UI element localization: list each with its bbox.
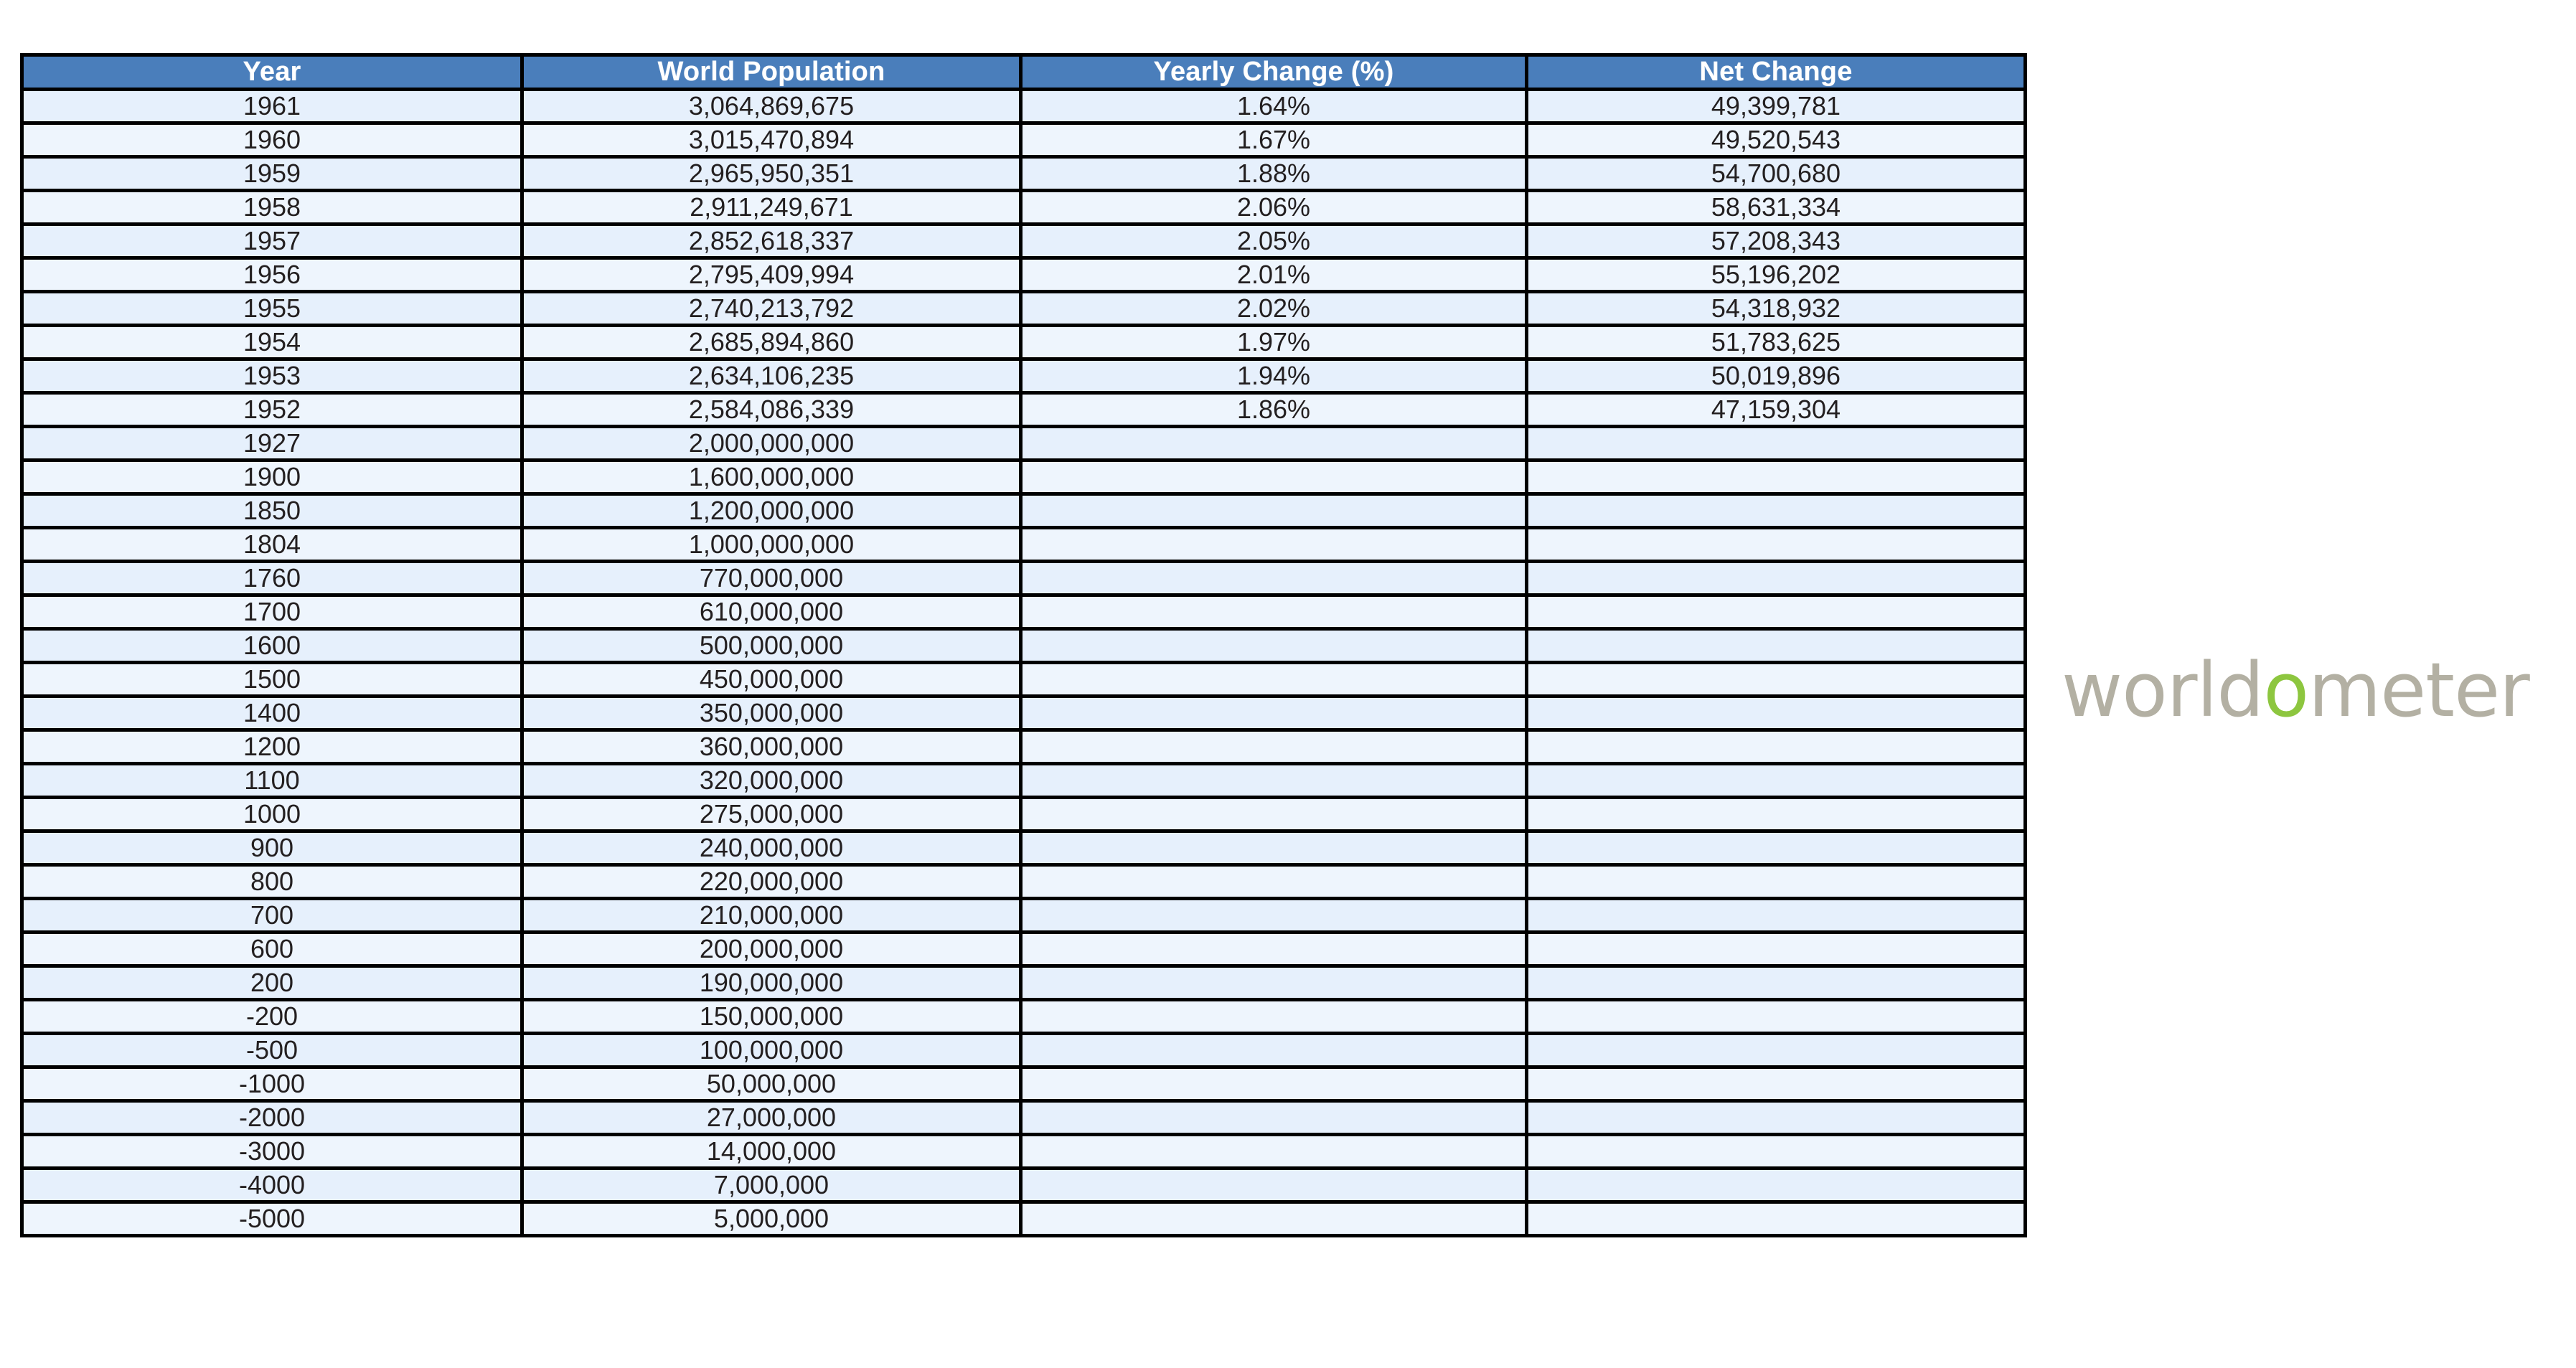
cell-year: 1953 — [22, 359, 522, 393]
cell-year: 1500 — [22, 663, 522, 697]
cell-yearly-change: 1.88% — [1021, 157, 1527, 191]
cell-net-change: 58,631,334 — [1527, 191, 2026, 225]
cell-net-change: 54,318,932 — [1527, 292, 2026, 326]
cell-world-population: 7,000,000 — [522, 1169, 1021, 1202]
table-row — [22, 1034, 2026, 1067]
cell-net-change — [1527, 562, 2026, 595]
cell-yearly-change: 1.64% — [1021, 90, 1527, 123]
cell-yearly-change — [1021, 1202, 1527, 1236]
cell-net-change: 57,208,343 — [1527, 225, 2026, 258]
cell-world-population: 360,000,000 — [522, 730, 1021, 764]
cell-net-change — [1527, 831, 2026, 865]
cell-yearly-change — [1021, 1101, 1527, 1135]
world-population-table-container — [20, 53, 2023, 1237]
table-row — [22, 90, 2026, 123]
cell-yearly-change: 2.01% — [1021, 258, 1527, 292]
table-row — [22, 663, 2026, 697]
table-row — [22, 865, 2026, 899]
logo-text-w: w — [2062, 646, 2123, 734]
logo-text-orld: orld — [2122, 646, 2264, 734]
cell-world-population: 27,000,000 — [522, 1101, 1021, 1135]
cell-net-change: 54,700,680 — [1527, 157, 2026, 191]
table-row — [22, 1067, 2026, 1101]
cell-world-population: 190,000,000 — [522, 966, 1021, 1000]
cell-year: 1954 — [22, 326, 522, 359]
table-row — [22, 1169, 2026, 1202]
cell-net-change — [1527, 494, 2026, 528]
cell-net-change — [1527, 1169, 2026, 1202]
cell-world-population: 2,000,000,000 — [522, 427, 1021, 461]
cell-world-population: 5,000,000 — [522, 1202, 1021, 1236]
cell-year: 1000 — [22, 798, 522, 831]
table-row — [22, 966, 2026, 1000]
cell-yearly-change — [1021, 1067, 1527, 1101]
cell-yearly-change — [1021, 1169, 1527, 1202]
cell-world-population: 14,000,000 — [522, 1135, 1021, 1169]
cell-world-population: 200,000,000 — [522, 933, 1021, 966]
cell-yearly-change: 1.97% — [1021, 326, 1527, 359]
cell-net-change — [1527, 1000, 2026, 1034]
cell-world-population: 210,000,000 — [522, 899, 1021, 933]
column-header-yearly-change[interactable]: Yearly Change (%) — [1021, 55, 1527, 90]
cell-world-population: 2,740,213,792 — [522, 292, 1021, 326]
cell-yearly-change — [1021, 461, 1527, 494]
cell-net-change — [1527, 663, 2026, 697]
table-row — [22, 225, 2026, 258]
cell-year: -200 — [22, 1000, 522, 1034]
table-row — [22, 730, 2026, 764]
cell-year: 1960 — [22, 123, 522, 157]
cell-yearly-change: 1.94% — [1021, 359, 1527, 393]
cell-year: -2000 — [22, 1101, 522, 1135]
cell-yearly-change — [1021, 1000, 1527, 1034]
table-row — [22, 1135, 2026, 1169]
table-row — [22, 359, 2026, 393]
cell-world-population: 450,000,000 — [522, 663, 1021, 697]
cell-world-population: 50,000,000 — [522, 1067, 1021, 1101]
cell-world-population: 1,200,000,000 — [522, 494, 1021, 528]
cell-yearly-change — [1021, 899, 1527, 933]
cell-year: 1900 — [22, 461, 522, 494]
cell-net-change — [1527, 629, 2026, 663]
table-row — [22, 157, 2026, 191]
table-row — [22, 562, 2026, 595]
cell-net-change — [1527, 865, 2026, 899]
cell-yearly-change: 1.86% — [1021, 393, 1527, 427]
cell-net-change: 49,520,543 — [1527, 123, 2026, 157]
cell-year: 1956 — [22, 258, 522, 292]
cell-world-population: 240,000,000 — [522, 831, 1021, 865]
table-row — [22, 1101, 2026, 1135]
column-header-year[interactable]: Year — [22, 55, 522, 90]
cell-yearly-change — [1021, 1135, 1527, 1169]
table-body — [22, 90, 2026, 1236]
cell-net-change — [1527, 528, 2026, 562]
cell-world-population: 150,000,000 — [522, 1000, 1021, 1034]
table-row — [22, 494, 2026, 528]
cell-yearly-change: 2.02% — [1021, 292, 1527, 326]
cell-world-population: 350,000,000 — [522, 697, 1021, 730]
cell-net-change — [1527, 1034, 2026, 1067]
table-header-row — [22, 55, 2026, 90]
table-row — [22, 427, 2026, 461]
cell-year: 1961 — [22, 90, 522, 123]
column-header-net-change[interactable]: Net Change — [1527, 55, 2026, 90]
cell-world-population: 1,000,000,000 — [522, 528, 1021, 562]
cell-year: -4000 — [22, 1169, 522, 1202]
cell-net-change — [1527, 427, 2026, 461]
cell-year: 1100 — [22, 764, 522, 798]
table-row — [22, 899, 2026, 933]
cell-net-change — [1527, 595, 2026, 629]
cell-yearly-change — [1021, 730, 1527, 764]
table-row — [22, 258, 2026, 292]
world-population-table — [20, 53, 2027, 1237]
cell-year: 800 — [22, 865, 522, 899]
table-row — [22, 629, 2026, 663]
cell-net-change: 55,196,202 — [1527, 258, 2026, 292]
table-row — [22, 1202, 2026, 1236]
cell-net-change — [1527, 730, 2026, 764]
cell-net-change — [1527, 461, 2026, 494]
cell-year: -500 — [22, 1034, 522, 1067]
cell-net-change — [1527, 933, 2026, 966]
cell-year: 1700 — [22, 595, 522, 629]
cell-net-change — [1527, 1101, 2026, 1135]
table-row — [22, 933, 2026, 966]
cell-world-population: 220,000,000 — [522, 865, 1021, 899]
cell-world-population: 2,911,249,671 — [522, 191, 1021, 225]
table-header — [22, 55, 2026, 90]
cell-yearly-change: 2.05% — [1021, 225, 1527, 258]
cell-net-change: 47,159,304 — [1527, 393, 2026, 427]
cell-yearly-change — [1021, 427, 1527, 461]
table-row — [22, 461, 2026, 494]
cell-year: -5000 — [22, 1202, 522, 1236]
column-header-world-population[interactable]: World Population — [522, 55, 1021, 90]
logo-text-o: o — [2263, 646, 2308, 734]
cell-net-change — [1527, 1202, 2026, 1236]
cell-yearly-change — [1021, 933, 1527, 966]
cell-year: 1952 — [22, 393, 522, 427]
cell-net-change — [1527, 899, 2026, 933]
cell-year: 700 — [22, 899, 522, 933]
cell-yearly-change — [1021, 798, 1527, 831]
cell-yearly-change — [1021, 831, 1527, 865]
cell-year: -1000 — [22, 1067, 522, 1101]
cell-world-population: 500,000,000 — [522, 629, 1021, 663]
cell-year: 600 — [22, 933, 522, 966]
table-row — [22, 292, 2026, 326]
cell-yearly-change — [1021, 1034, 1527, 1067]
cell-yearly-change — [1021, 595, 1527, 629]
cell-year: 1957 — [22, 225, 522, 258]
cell-net-change: 49,399,781 — [1527, 90, 2026, 123]
cell-year: 1958 — [22, 191, 522, 225]
cell-yearly-change — [1021, 663, 1527, 697]
cell-yearly-change: 1.67% — [1021, 123, 1527, 157]
cell-year: 1850 — [22, 494, 522, 528]
cell-year: 1959 — [22, 157, 522, 191]
table-row — [22, 1000, 2026, 1034]
table-row — [22, 798, 2026, 831]
cell-year: 1600 — [22, 629, 522, 663]
table-row — [22, 191, 2026, 225]
cell-net-change — [1527, 1067, 2026, 1101]
cell-year: 1200 — [22, 730, 522, 764]
cell-year: 900 — [22, 831, 522, 865]
table-row — [22, 326, 2026, 359]
cell-yearly-change — [1021, 966, 1527, 1000]
cell-net-change — [1527, 764, 2026, 798]
cell-world-population: 2,852,618,337 — [522, 225, 1021, 258]
cell-world-population: 100,000,000 — [522, 1034, 1021, 1067]
cell-world-population: 275,000,000 — [522, 798, 1021, 831]
cell-world-population: 2,584,086,339 — [522, 393, 1021, 427]
cell-year: 1400 — [22, 697, 522, 730]
table-row — [22, 595, 2026, 629]
worldometer-logo[interactable] — [2062, 646, 2529, 734]
cell-year: 200 — [22, 966, 522, 1000]
cell-yearly-change: 2.06% — [1021, 191, 1527, 225]
table-row — [22, 528, 2026, 562]
cell-world-population: 3,015,470,894 — [522, 123, 1021, 157]
cell-net-change — [1527, 697, 2026, 730]
cell-yearly-change — [1021, 562, 1527, 595]
cell-world-population: 320,000,000 — [522, 764, 1021, 798]
cell-net-change: 50,019,896 — [1527, 359, 2026, 393]
table-row — [22, 697, 2026, 730]
cell-yearly-change — [1021, 528, 1527, 562]
cell-net-change — [1527, 966, 2026, 1000]
cell-world-population: 770,000,000 — [522, 562, 1021, 595]
cell-world-population: 610,000,000 — [522, 595, 1021, 629]
table-row — [22, 831, 2026, 865]
cell-world-population: 2,634,106,235 — [522, 359, 1021, 393]
cell-yearly-change — [1021, 697, 1527, 730]
cell-world-population: 2,685,894,860 — [522, 326, 1021, 359]
cell-net-change: 51,783,625 — [1527, 326, 2026, 359]
cell-yearly-change — [1021, 865, 1527, 899]
cell-world-population: 1,600,000,000 — [522, 461, 1021, 494]
cell-year: 1955 — [22, 292, 522, 326]
cell-yearly-change — [1021, 629, 1527, 663]
table-row — [22, 393, 2026, 427]
table-row — [22, 123, 2026, 157]
cell-world-population: 3,064,869,675 — [522, 90, 1021, 123]
cell-net-change — [1527, 1135, 2026, 1169]
table-row — [22, 764, 2026, 798]
cell-yearly-change — [1021, 494, 1527, 528]
cell-year: -3000 — [22, 1135, 522, 1169]
cell-year: 1804 — [22, 528, 522, 562]
cell-year: 1760 — [22, 562, 522, 595]
cell-world-population: 2,965,950,351 — [522, 157, 1021, 191]
cell-yearly-change — [1021, 764, 1527, 798]
cell-world-population: 2,795,409,994 — [522, 258, 1021, 292]
logo-text-meter: meter — [2308, 646, 2529, 734]
cell-year: 1927 — [22, 427, 522, 461]
cell-net-change — [1527, 798, 2026, 831]
